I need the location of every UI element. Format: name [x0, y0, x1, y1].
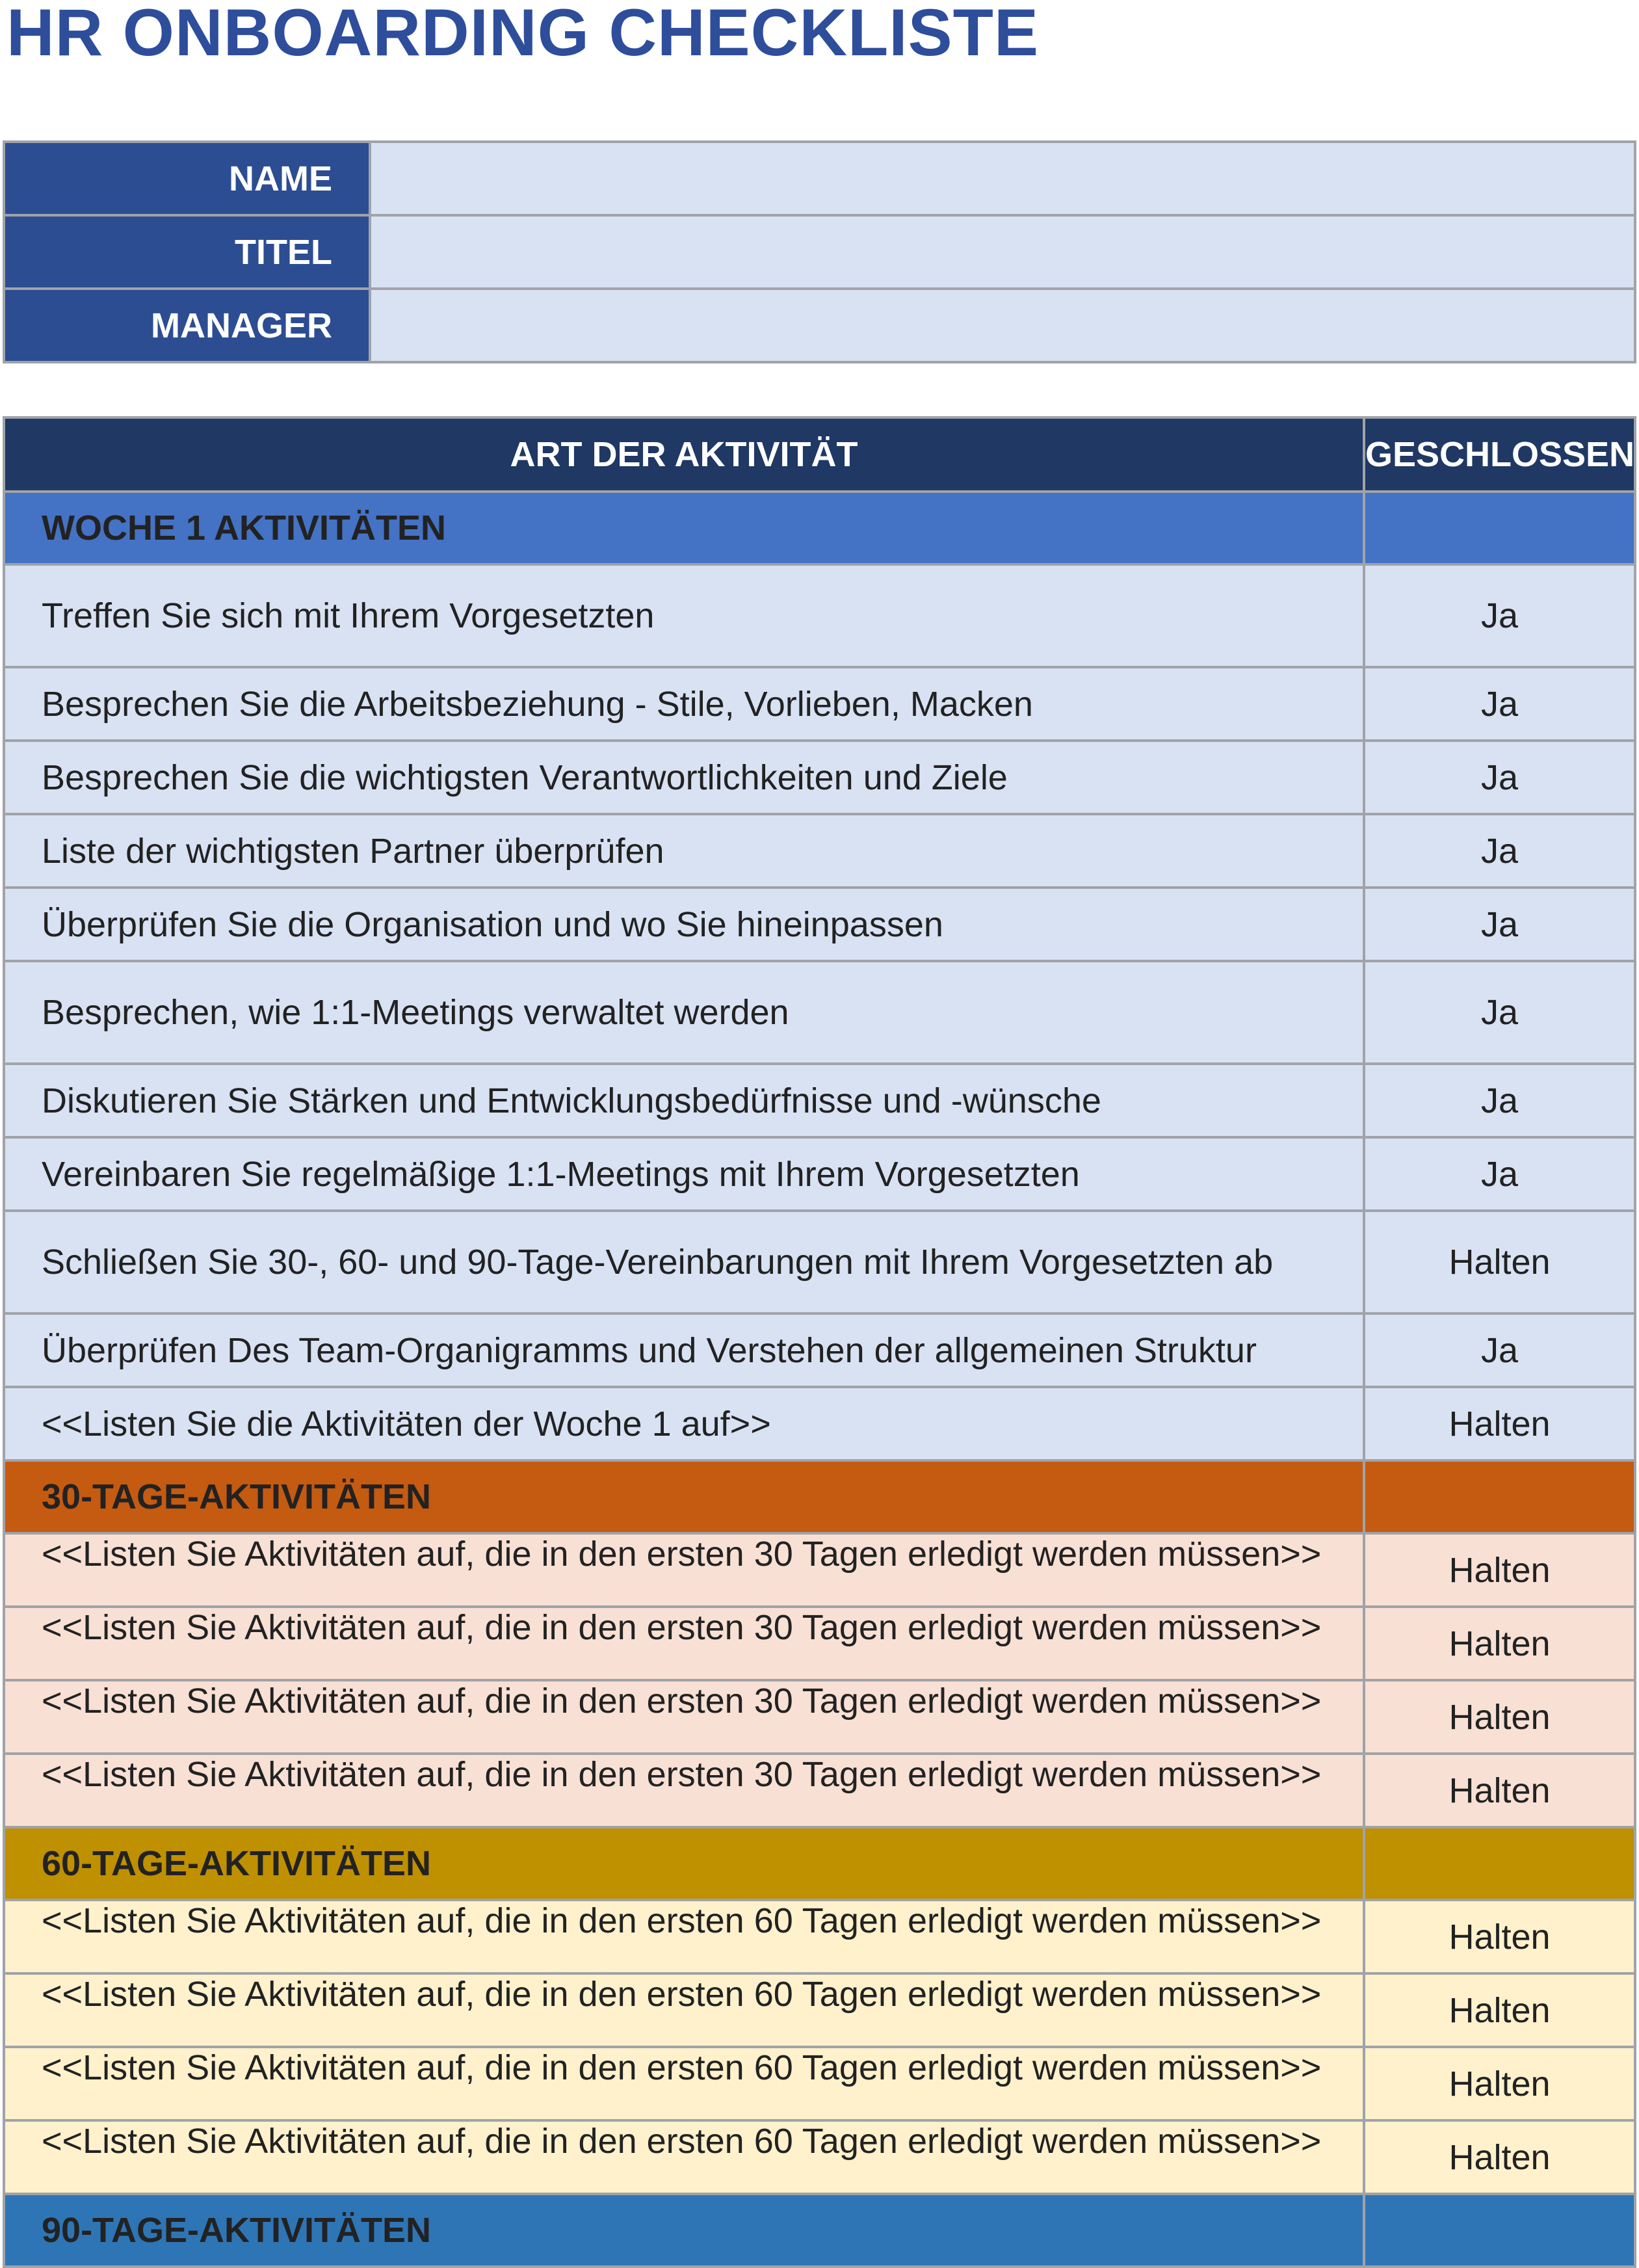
section-60-days	[4, 1827, 1635, 1900]
manager-label: MANAGER	[4, 289, 370, 362]
table-row	[4, 741, 1635, 814]
closed-column-header: GESCHLOSSEN	[1364, 417, 1635, 492]
activity-cell[interactable]: Vereinbaren Sie regelmäßige 1:1-Meetings mit Ihrem Vorgesetzten	[4, 1137, 1364, 1211]
section-week1	[4, 492, 1635, 564]
activity-cell[interactable]: Besprechen Sie die Arbeitsbeziehung - Stile, Vorlieben, Macken	[4, 667, 1364, 741]
table-row	[4, 961, 1635, 1064]
activity-text: <<Listen Sie Aktivitäten auf, die in den ersten 30 Tagen erledigt werden müssen>>	[42, 1755, 1322, 1794]
activity-cell[interactable]	[4, 1533, 1364, 1607]
status-cell[interactable]: Ja	[1364, 1313, 1635, 1387]
status-cell[interactable]: Halten	[1364, 1607, 1635, 1680]
activity-cell[interactable]	[4, 1754, 1364, 1827]
status-cell[interactable]: Halten	[1364, 1900, 1635, 1973]
activity-column-header: ART DER AKTIVITÄT	[4, 417, 1364, 492]
status-cell[interactable]: Halten	[1364, 1533, 1635, 1607]
table-row	[4, 1064, 1635, 1137]
section-90-days	[4, 2194, 1635, 2267]
table-row	[4, 1387, 1635, 1460]
activity-cell[interactable]: Schließen Sie 30-, 60- und 90-Tage-Vereinbarungen mit Ihrem Vorgesetzten ab	[4, 1211, 1364, 1313]
employee-info-table	[3, 140, 1636, 363]
section-heading: 60-TAGE-AKTIVITÄTEN	[4, 1827, 1364, 1900]
table-row	[4, 667, 1635, 741]
activity-cell[interactable]: Besprechen Sie die wichtigsten Verantwortlichkeiten und Ziele	[4, 741, 1364, 814]
status-cell[interactable]: Halten	[1364, 1387, 1635, 1460]
activity-cell[interactable]	[4, 1973, 1364, 2047]
status-cell[interactable]: Ja	[1364, 888, 1635, 961]
section-heading-status	[1364, 1460, 1635, 1533]
section-heading-status	[1364, 2194, 1635, 2267]
activity-cell[interactable]	[4, 1900, 1364, 1973]
activity-cell[interactable]: Überprüfen Sie die Organisation und wo Sie hineinpassen	[4, 888, 1364, 961]
activity-cell[interactable]: Überprüfen Des Team-Organigramms und Verstehen der allgemeinen Struktur	[4, 1313, 1364, 1387]
activity-text: <<Listen Sie Aktivitäten auf, die in den ersten 60 Tagen erledigt werden müssen>>	[42, 2122, 1322, 2161]
status-cell[interactable]: Halten	[1364, 1680, 1635, 1754]
table-row	[4, 1137, 1635, 1211]
page-title: HR ONBOARDING CHECKLISTE	[7, 0, 1040, 70]
table-row	[4, 564, 1635, 667]
table-row	[4, 888, 1635, 961]
status-cell[interactable]: Halten	[1364, 2120, 1635, 2194]
status-cell[interactable]: Ja	[1364, 814, 1635, 888]
activity-text: <<Listen Sie Aktivitäten auf, die in den ersten 60 Tagen erledigt werden müssen>>	[42, 1975, 1322, 2014]
status-cell[interactable]: Halten	[1364, 2047, 1635, 2120]
table-row	[4, 1211, 1635, 1313]
activity-cell[interactable]	[4, 2047, 1364, 2120]
activity-text: <<Listen Sie Aktivitäten auf, die in den ersten 60 Tagen erledigt werden müssen>>	[42, 2048, 1322, 2087]
status-cell[interactable]: Ja	[1364, 1137, 1635, 1211]
activity-cell[interactable]	[4, 1607, 1364, 1680]
info-row-manager	[4, 289, 1635, 362]
activity-text: <<Listen Sie Aktivitäten auf, die in den ersten 30 Tagen erledigt werden müssen>>	[42, 1681, 1322, 1721]
table-header-row	[4, 417, 1635, 492]
name-field[interactable]	[370, 142, 1635, 215]
table-row	[4, 1973, 1635, 2047]
activity-text: <<Listen Sie Aktivitäten auf, die in den ersten 30 Tagen erledigt werden müssen>>	[42, 1535, 1322, 1574]
table-row	[4, 1754, 1635, 1827]
status-cell[interactable]: Halten	[1364, 1211, 1635, 1313]
status-cell[interactable]: Halten	[1364, 1754, 1635, 1827]
status-cell[interactable]: Ja	[1364, 961, 1635, 1064]
manager-field[interactable]	[370, 289, 1635, 362]
title-field[interactable]	[370, 215, 1635, 289]
section-heading-status	[1364, 492, 1635, 564]
status-cell[interactable]: Ja	[1364, 564, 1635, 667]
activity-text: <<Listen Sie Aktivitäten auf, die in den ersten 30 Tagen erledigt werden müssen>>	[42, 1608, 1322, 1647]
section-30-days	[4, 1460, 1635, 1533]
activity-cell[interactable]: Besprechen, wie 1:1-Meetings verwaltet werden	[4, 961, 1364, 1064]
section-heading: 30-TAGE-AKTIVITÄTEN	[4, 1460, 1364, 1533]
table-row	[4, 1900, 1635, 1973]
info-row-name	[4, 142, 1635, 215]
status-cell[interactable]: Ja	[1364, 741, 1635, 814]
activity-cell[interactable]: Liste der wichtigsten Partner überprüfen	[4, 814, 1364, 888]
activity-cell[interactable]: Diskutieren Sie Stärken und Entwicklungsbedürfnisse und -wünsche	[4, 1064, 1364, 1137]
table-row	[4, 2120, 1635, 2194]
name-label: NAME	[4, 142, 370, 215]
table-row	[4, 1607, 1635, 1680]
onboarding-checklist-table	[3, 416, 1636, 2268]
activity-cell[interactable]: <<Listen Sie die Aktivitäten der Woche 1 auf>>	[4, 1387, 1364, 1460]
table-row	[4, 2047, 1635, 2120]
activity-cell[interactable]	[4, 1680, 1364, 1754]
table-row	[4, 1680, 1635, 1754]
section-heading: 90-TAGE-AKTIVITÄTEN	[4, 2194, 1364, 2267]
status-cell[interactable]: Ja	[1364, 667, 1635, 741]
activity-text: <<Listen Sie Aktivitäten auf, die in den ersten 60 Tagen erledigt werden müssen>>	[42, 1901, 1322, 1940]
activity-cell[interactable]: Treffen Sie sich mit Ihrem Vorgesetzten	[4, 564, 1364, 667]
activity-cell[interactable]	[4, 2120, 1364, 2194]
table-row	[4, 1313, 1635, 1387]
table-row	[4, 1533, 1635, 1607]
section-heading: WOCHE 1 AKTIVITÄTEN	[4, 492, 1364, 564]
info-row-title	[4, 215, 1635, 289]
table-row	[4, 814, 1635, 888]
title-label: TITEL	[4, 215, 370, 289]
section-heading-status	[1364, 1827, 1635, 1900]
status-cell[interactable]: Halten	[1364, 1973, 1635, 2047]
status-cell[interactable]: Ja	[1364, 1064, 1635, 1137]
